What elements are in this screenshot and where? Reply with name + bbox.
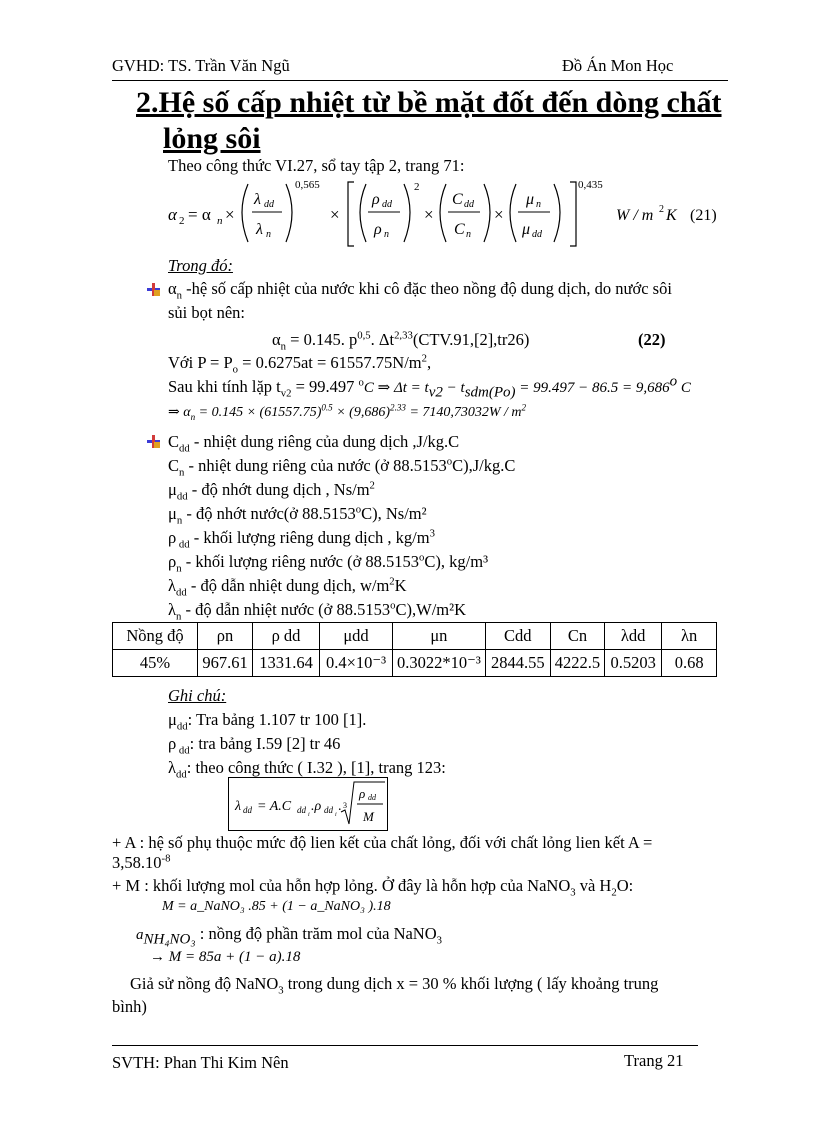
a-definition: $a_{NH_4NO_3}$ : nồng độ phần trăm mol của NaNO$_3$ — [136, 924, 442, 948]
formula-21 — [168, 176, 728, 248]
assumption-line1: Giả sử nồng độ NaNO$_3$ trong dung dịch x = 30 % khối lượng ( lấy khoảng trung — [130, 974, 659, 997]
svg-text:dd: dd — [382, 199, 392, 210]
svg-text:×: × — [330, 205, 340, 224]
svg-text:M: M — [363, 809, 374, 824]
section-title: 2.Hệ số cấp nhiệt từ bề mặt đốt đến dòng chất — [136, 86, 722, 119]
svg-text:dd: dd — [324, 805, 333, 815]
plus-a-line2: $3,58.10^{-8}$ — [112, 852, 171, 872]
svg-text:λ: λ — [254, 191, 261, 208]
svg-text:×: × — [424, 205, 434, 224]
note-lambdadd: $\lambda_{dd}$: theo công thức ( I.32 ), [1], trang 123: — [168, 758, 446, 781]
table-header-cell: λdd — [605, 623, 662, 650]
svg-text:= A.C: = A.C — [257, 799, 292, 814]
note-mudd: $\mu_{dd}$: Tra bảng 1.107 tr 100 [1]. — [168, 710, 367, 733]
table-cell: 45% — [113, 650, 198, 677]
equation-22: $\alpha_n = 0.145$. $p^{0,5}$. Δt$^{2,33}$(CTV.91,[2],tr26) — [272, 329, 530, 353]
svg-text:λ: λ — [256, 221, 263, 238]
def-cdd: $C_{dd}$ - nhiệt dung riêng của dung dịch ,J/kg.C — [168, 432, 460, 455]
svg-text:= α: = α — [188, 205, 211, 224]
note-rhodd: ρ $_{dd}$: tra bảng I.59 [2] tr 46 — [168, 734, 341, 757]
table-cell: 0.68 — [662, 650, 717, 677]
table-header-cell: Cn — [550, 623, 604, 650]
svg-text:λ: λ — [235, 799, 242, 814]
svg-text:0,435: 0,435 — [578, 179, 603, 191]
footer-page-number: Trang 21 — [624, 1051, 684, 1070]
svg-text:dd: dd — [243, 805, 252, 815]
svg-text:W / m: W / m — [616, 207, 654, 224]
def-rhodd: ρ $_{dd}$ - khối lượng riêng dung dịch , $kg/m^3$ — [168, 527, 435, 551]
plus-m-line: + M : khối lượng mol của hỗn hợp lỏng. Ở đây là hỗn hợp của NaNO$_3$ và $H_2O$: — [112, 876, 634, 899]
svg-text:.ρ: .ρ — [311, 799, 322, 814]
intro-text: Theo công thức VI.27, sổ tay tập 2, trang 71: — [168, 156, 465, 175]
svg-text:n: n — [536, 199, 541, 210]
svg-text:×: × — [494, 205, 504, 224]
svg-text:ρ: ρ — [372, 191, 380, 208]
svg-text:×: × — [225, 205, 235, 224]
exp-0565: 0,565 — [295, 179, 320, 191]
m-equation: M = a_NaNO₃ .85 + (1 − a_NaNO₃ ).18 — [162, 899, 391, 914]
def-cn: $C_n$ - nhiệt dung riêng của nước (ở 88.5153$^o$C),J/kg.C — [168, 455, 516, 479]
table-cell: 2844.55 — [485, 650, 550, 677]
svg-text:n: n — [466, 229, 471, 240]
table-cell: 0.4×10⁻³ — [320, 650, 393, 677]
svg-text:α: α — [168, 205, 177, 224]
table-header-cell: Cdd — [485, 623, 550, 650]
svg-text:μ: μ — [526, 191, 535, 208]
svg-text:dd: dd — [532, 229, 542, 240]
table-row — [113, 650, 717, 677]
svg-text:ρ: ρ — [374, 221, 382, 238]
trong-do-label: Trong đó: — [168, 256, 233, 275]
table-cell: 1331.64 — [253, 650, 320, 677]
footer-left: SVTH: Phan Thi Kim Nên — [112, 1053, 289, 1072]
alpha-n-def-line2: sủi bọt nên: — [168, 303, 245, 322]
svg-text:μ: μ — [522, 221, 531, 238]
svg-text:n: n — [217, 215, 223, 227]
svg-text:dd: dd — [368, 793, 376, 802]
table-header-cell: μdd — [320, 623, 393, 650]
assumption-line2: bình) — [112, 997, 147, 1016]
def-mudd: $\mu_{dd}$ - độ nhớt dung dịch , $Ns/m^2$ — [168, 479, 375, 503]
svg-text:ρ: ρ — [359, 786, 366, 801]
svg-text:2: 2 — [179, 215, 185, 227]
iteration-line: Sau khi tính lặp $t_{v2} = 99.497$ $^o$C ⇒ $\Delta t = t_{v2} - t_{sdm(Po)} = 99.497 - 86.5 = 9,686^o$ C — [168, 373, 691, 401]
ghi-chu-label: Ghi chú: — [168, 686, 227, 705]
table-header-cell: μn — [393, 623, 486, 650]
header-right: Đồ Án Mon Học — [562, 56, 674, 75]
properties-table — [112, 622, 717, 677]
svg-text:dd: dd — [464, 199, 474, 210]
svg-text:n: n — [266, 229, 271, 240]
def-mun: $\mu_n$ - độ nhớt nước(ở 88.5153$^o$C), Ns/m² — [168, 503, 427, 527]
svg-text:(21): (21) — [690, 207, 717, 224]
svg-text:i: i — [308, 812, 310, 818]
svg-text:C: C — [454, 221, 465, 238]
equation-22-number: (22) — [638, 330, 666, 349]
alpha-n-def: $\alpha_n$ -hệ số cấp nhiệt của nước khi cô đặc theo nồng độ dung dịch, do nước sôi — [168, 279, 672, 302]
svg-text:3: 3 — [343, 801, 347, 810]
svg-text:2: 2 — [659, 204, 664, 215]
svg-text:dd: dd — [297, 805, 306, 815]
pressure-line: Với $P = P_o = 0.6275at = 61557.75N/m^2$, — [168, 352, 432, 376]
alpha-result: ⇒ $\alpha_n = 0.145 \times (61557.75)^{0.5} \times (9,686)^{2.33} = 7140,73032W / m^2$ — [168, 402, 527, 422]
lambda-formula-box — [228, 777, 388, 831]
svg-text:dd: dd — [264, 199, 274, 210]
header-rule — [112, 80, 728, 81]
section-title-line2: lỏng sôi — [163, 122, 261, 155]
svg-text:i: i — [335, 812, 337, 818]
bullet-icon — [146, 434, 161, 449]
plus-a-line1: + A : hệ số phụ thuộc mức độ lien kết của chất lỏng, đối với chất lỏng lien kết A = — [112, 833, 653, 852]
table-cell: 0.5203 — [605, 650, 662, 677]
bullet-icon — [146, 282, 161, 297]
table-header-cell: ρn — [198, 623, 253, 650]
svg-text:n: n — [384, 229, 389, 240]
table-header-cell: ρ dd — [253, 623, 320, 650]
svg-text:2: 2 — [414, 181, 420, 193]
table-cell: 4222.5 — [550, 650, 604, 677]
table-header-cell: Nồng độ — [113, 623, 198, 650]
footer-rule — [112, 1045, 698, 1046]
header-left: GVHD: TS. Trần Văn Ngũ — [112, 56, 290, 75]
def-lambdan: $\lambda_n$ - độ dẫn nhiệt nước (ở 88.5153$^o$C),W/m²K — [168, 599, 466, 623]
def-lambdadd: $\lambda_{dd}$ - độ dẫn nhiệt dung dịch, $w/m^2K$ — [168, 575, 407, 599]
table-cell: 967.61 — [198, 650, 253, 677]
table-cell: 0.3022*10⁻³ — [393, 650, 486, 677]
table-header-cell: λn — [662, 623, 717, 650]
m-equation-2: → M = 85a + (1 − a).18 — [150, 949, 301, 965]
def-rhon: $\rho_n$ - khối lượng riêng nước (ở 88.5153$^o$C), kg/m³ — [168, 551, 489, 575]
svg-text:.: . — [338, 799, 342, 814]
svg-text:K: K — [666, 207, 677, 224]
svg-text:C: C — [452, 191, 463, 208]
table-header-row — [113, 623, 717, 650]
